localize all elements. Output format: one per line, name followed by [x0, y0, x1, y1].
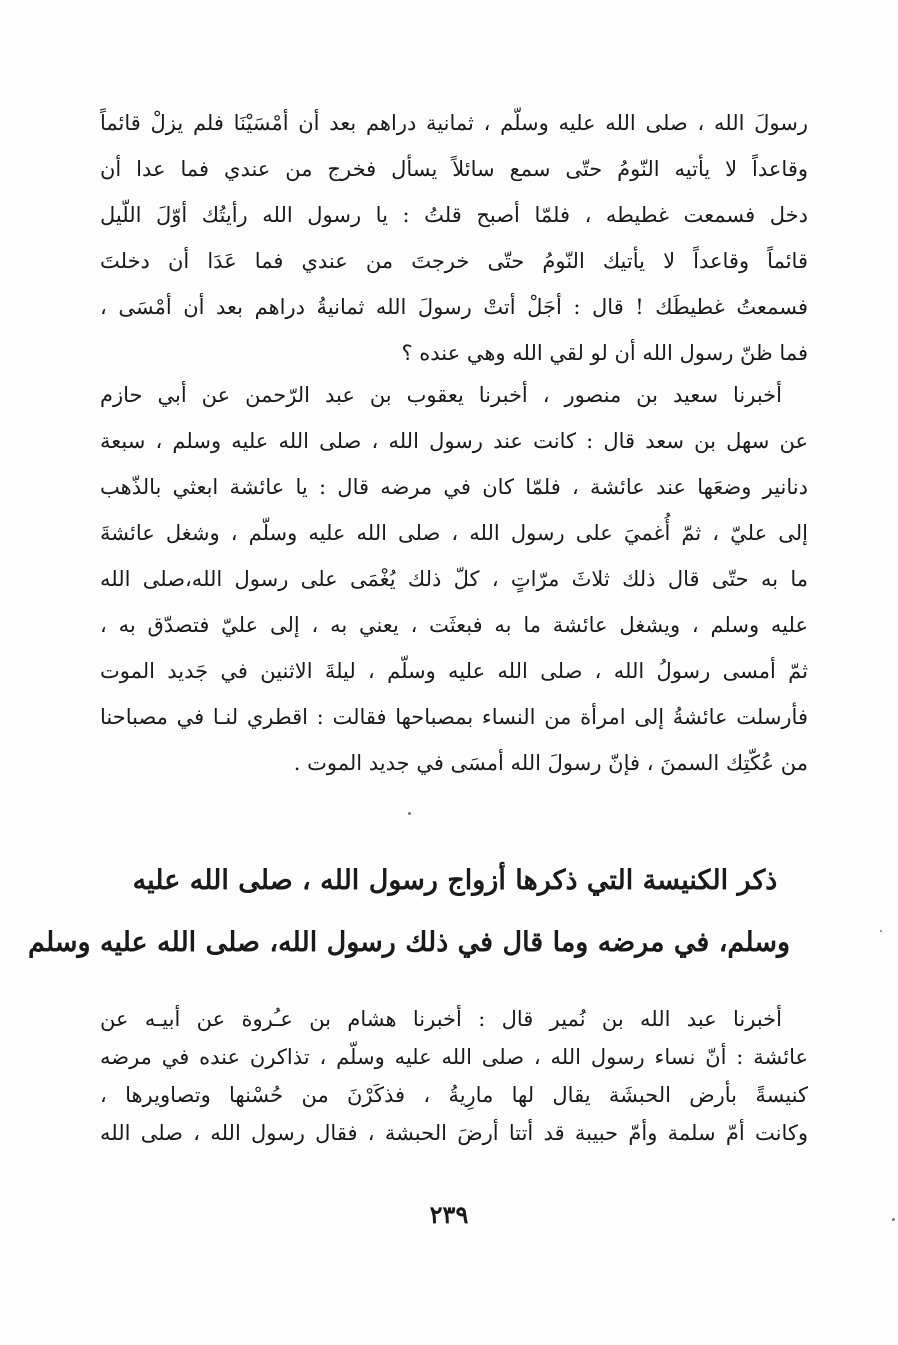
text-line: وقاعداً لا يأتيه النّومُ حتّى سمع سائلاً يسأل فخرج من عندي فما عدا أن [100, 157, 808, 181]
section-heading [28, 850, 790, 974]
paper-speck [892, 1218, 895, 1221]
text-line: عن سهل بن سعد قال : كانت عند رسول الله ، صلى الله عليه وسلم ، سبعة [100, 429, 808, 453]
text-line: قائماً وقاعداً لا يأتيك النّومُ حتّى خرجتَ من عندي فما عَدَا أن دخلتَ [100, 249, 808, 273]
text-line: أخبرنا عبد الله بن نُمير قال : أخبرنا هشام بن عـُروة عن أبيـه عن [100, 1007, 782, 1031]
text-line: من عُكّتِك السمنَ ، فإنّ رسولَ الله أمسَى في جديد الموت . [293, 751, 808, 775]
heading-line: وسلم، في مرضه وما قال في ذلك رسول الله، صلى الله عليه وسلم [28, 927, 790, 958]
paragraph-2 [100, 372, 808, 786]
paragraph-3 [100, 1000, 808, 1152]
paragraph-1 [100, 100, 808, 376]
paper-speck [880, 930, 882, 932]
text-line: ثمّ أمسى رسولُ الله ، صلى الله عليه وسلّم ، ليلةَ الاثنين في جَديد الموت [100, 659, 808, 683]
text-line: فما ظنّ رسول الله أن لو لقي الله وهي عنده ؟ [401, 341, 808, 365]
text-line: وكانت أمّ سلمة وأمّ حبيبة قد أتتا أرضَ الحبشة ، فقال رسول الله ، صلى الله [100, 1121, 808, 1145]
page-number: ٢٣٩ [429, 1200, 469, 1229]
text-line: عليه وسلم ، ويشغل عائشة ما به فبعثَت ، يعني به ، إلى عليّ فتصدّق به ، [100, 613, 808, 637]
text-line: دنانير وضعَها عند عائشة ، فلمّا كان في مرضه قال : يا عائشة ابعثي بالذّهب [100, 475, 808, 499]
text-line: عائشة : أنّ نساء رسول الله ، صلى الله عليه وسلّم ، تذاكرن عنده في مرضه [100, 1045, 808, 1069]
text-line: كنيسةً بأرض الحبشَة يقال لها مارِيةُ ، فذكَرْنَ من حُسْنها وتصاويرها ، [100, 1083, 808, 1107]
text-line: أخبرنا سعيد بن منصور ، أخبرنا يعقوب بن عبد الرّحمن عن أبي حازم [100, 383, 782, 407]
text-line: فسمعتُ غطيطَك ! قال : أجَلْ أتتْ رسولَ الله ثمانيةُ دراهم بعد أن أمْسَى ، [100, 295, 808, 319]
text-line: إلى عليّ ، ثمّ أُغميَ على رسول الله ، صلى الله عليه وسلّم ، وشغل عائشةَ [100, 521, 808, 545]
text-line: دخل فسمعت غطيطه ، فلمّا أصبح قلتُ : يا رسول الله رأيتُك أوّلَ اللّيل [100, 203, 808, 227]
text-line: ما به حتّى قال ذلك ثلاثَ مرّاتٍ ، كلّ ذلك يُغْمَى على رسول الله،صلى الله [100, 567, 808, 591]
paper-speck [408, 812, 411, 815]
text-line: فأرسلت عائشةُ إلى امرأة من النساء بمصباحها فقالت : اقطري لنـا في مصباحنا [100, 705, 808, 729]
text-line: رسولَ الله ، صلى الله عليه وسلّم ، ثمانية دراهم بعد أن أمْسَيْنَا فلم يزلْ قائماً [100, 111, 808, 135]
heading-line: ذكر الكنيسة التي ذكرها أزواج رسول الله ، صلى الله عليه [132, 865, 778, 896]
